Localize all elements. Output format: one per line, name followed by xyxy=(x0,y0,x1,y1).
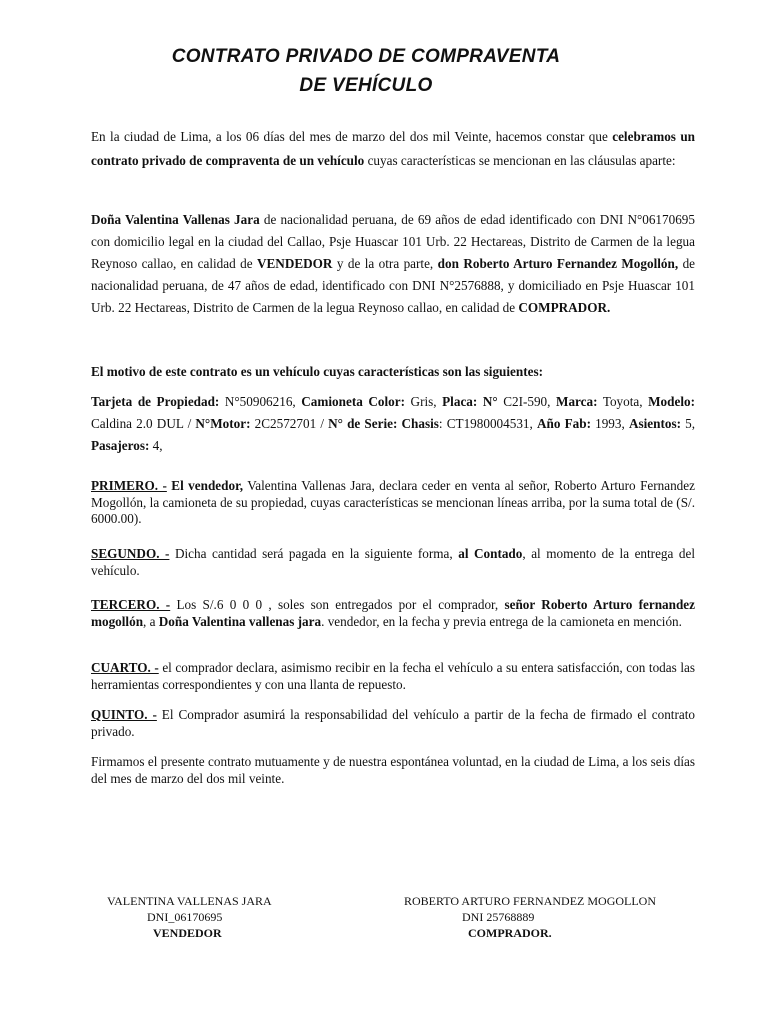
seller-name: Doña Valentina Vallenas Jara xyxy=(91,212,260,227)
value-modelo: Caldina 2.0 DUL / xyxy=(91,416,196,431)
clause-primero xyxy=(91,478,695,528)
label-camioneta: Camioneta Color: xyxy=(301,394,405,409)
parties-text-2: y de la otra parte, xyxy=(332,256,438,271)
clause-quinto-label: QUINTO. - xyxy=(91,707,157,722)
clause-cuarto-label: CUARTO. - xyxy=(91,660,159,675)
clause-primero-text: Valentina Vallenas Jara, declara ceder en venta al señor, Roberto Arturo Fernandez Mogollón, la camioneta de su propiedad, cuyas características se mencionan líneas arriba, por la suma total de (S/. 6000.00). xyxy=(91,478,695,526)
seller-signature-role: VENDEDOR xyxy=(153,926,222,940)
buyer-signature-name: ROBERTO ARTURO FERNANDEZ MOGOLLON xyxy=(404,894,657,908)
value-ano: 1993, xyxy=(590,416,629,431)
seller-signature-dni: DNI_06170695 xyxy=(147,910,223,924)
label-marca: Marca: xyxy=(556,394,598,409)
clause-tercero-text-2: , a xyxy=(143,613,159,629)
clause-cuarto-text: el comprador declara, asimismo recibir en la fecha el vehículo a su entera satisfacción, con todas las herramientas correspondientes y con una llanta de repuesto. xyxy=(91,660,695,692)
label-pasajeros: Pasajeros: xyxy=(91,438,150,453)
value-placa: C2I-590, xyxy=(497,394,556,409)
clause-segundo-text-1: Dicha cantidad será pagada en la siguiente forma, xyxy=(169,546,459,561)
clause-segundo xyxy=(91,546,695,579)
clause-cuarto xyxy=(91,660,695,693)
vehicle-details xyxy=(91,391,695,457)
intro-text-2: cuyas características se mencionan en las cláusulas aparte: xyxy=(364,153,676,168)
clause-tercero-label: TERCERO. - xyxy=(91,597,171,612)
label-serie: N° de Serie: Chasis xyxy=(328,416,439,431)
intro-text-1: En la ciudad de Lima, a los 06 días del mes de marzo del dos mil Veinte, hacemos constar que xyxy=(91,129,613,144)
intro-paragraph xyxy=(91,125,695,173)
clause-primero-label: PRIMERO. - xyxy=(91,478,167,493)
value-serie: : CT1980004531, xyxy=(438,416,537,431)
document-title-line2: DE VEHÍCULO xyxy=(299,75,433,96)
label-ano: Año Fab: xyxy=(536,416,591,431)
clause-primero-bold: El vendedor, xyxy=(166,478,244,493)
label-asientos: Asientos: xyxy=(628,416,681,431)
value-pasajeros: 4, xyxy=(149,438,163,453)
value-tarjeta: N°50906216, xyxy=(219,394,302,409)
value-marca: Toyota, xyxy=(597,394,649,409)
motive-text: El motivo de este contrato es un vehículo cuyas características son las siguientes: xyxy=(91,364,543,379)
label-motor: N°Motor: xyxy=(195,416,251,431)
intro-bold: celebramos un contrato privado de compraventa de un vehículo xyxy=(91,129,695,168)
seller-role: VENDEDOR xyxy=(256,256,333,271)
parties-paragraph xyxy=(91,209,695,319)
clause-tercero-bold-2: Doña Valentina vallenas jara xyxy=(158,613,322,629)
seller-signature-name: VALENTINA VALLENAS JARA xyxy=(107,894,272,908)
clause-segundo-label: SEGUNDO. - xyxy=(91,546,170,561)
label-modelo: Modelo: xyxy=(648,394,695,409)
buyer-signature-dni: DNI 25768889 xyxy=(462,910,535,924)
parties-text-3: de nacionalidad peruana, de 47 años de edad, identificado con DNI N°2576888, y domiciliado en Psje Huascar 101 Urb. 22 Hectareas, Distrito de Carmen de la legua Reynoso callao, en calidad de xyxy=(91,256,696,315)
value-asientos: 5, xyxy=(680,416,696,431)
clause-segundo-bold: al Contado xyxy=(458,546,523,561)
motive-paragraph xyxy=(91,364,695,380)
clause-segundo-text-2: , al momento de la entrega del vehículo. xyxy=(91,546,696,578)
closing-paragraph: Firmamos el presente contrato mutuamente y de nuestra espontánea voluntad, en la ciudad de Lima, a los seis días del mes de marzo del dos mil veinte. xyxy=(91,754,695,786)
parties-text-1: de nacionalidad peruana, de 69 años de edad identificado con DNI N°06170695 con domicilio legal en la ciudad del Callao, Psje Huascar 101 Urb. 22 Hectareas, Distrito de Carmen de la legua Reynoso callao, en calidad de xyxy=(91,212,695,271)
buyer-role: COMPRADOR. xyxy=(518,300,611,315)
clause-tercero-text-3: . vendedor, en la fecha y previa entrega de la camioneta en mención. xyxy=(321,613,682,629)
clause-tercero-text-1: Los S/.6 0 0 0 , soles son entregados por el comprador, xyxy=(170,597,505,612)
clause-tercero xyxy=(91,597,695,630)
document-title-line1: CONTRATO PRIVADO DE COMPRAVENTA xyxy=(171,46,561,67)
buyer-name: don Roberto Arturo Fernandez Mogollón, xyxy=(437,256,679,271)
clause-quinto xyxy=(91,707,695,740)
seller-signature-block xyxy=(95,893,305,941)
label-tarjeta: Tarjeta de Propiedad: xyxy=(91,394,220,409)
clause-tercero-bold-1: señor Roberto Arturo fernandez mogollón xyxy=(91,597,696,629)
value-color: Gris, xyxy=(405,394,443,409)
buyer-signature-role: COMPRADOR. xyxy=(468,926,552,940)
label-placa: Placa: N° xyxy=(442,394,498,409)
clause-quinto-text: El Comprador asumirá la responsabilidad del vehículo a partir de la fecha de firmado el contrato privado. xyxy=(91,707,695,739)
value-motor: 2C2572701 / xyxy=(250,416,329,431)
buyer-signature-block xyxy=(400,893,670,941)
